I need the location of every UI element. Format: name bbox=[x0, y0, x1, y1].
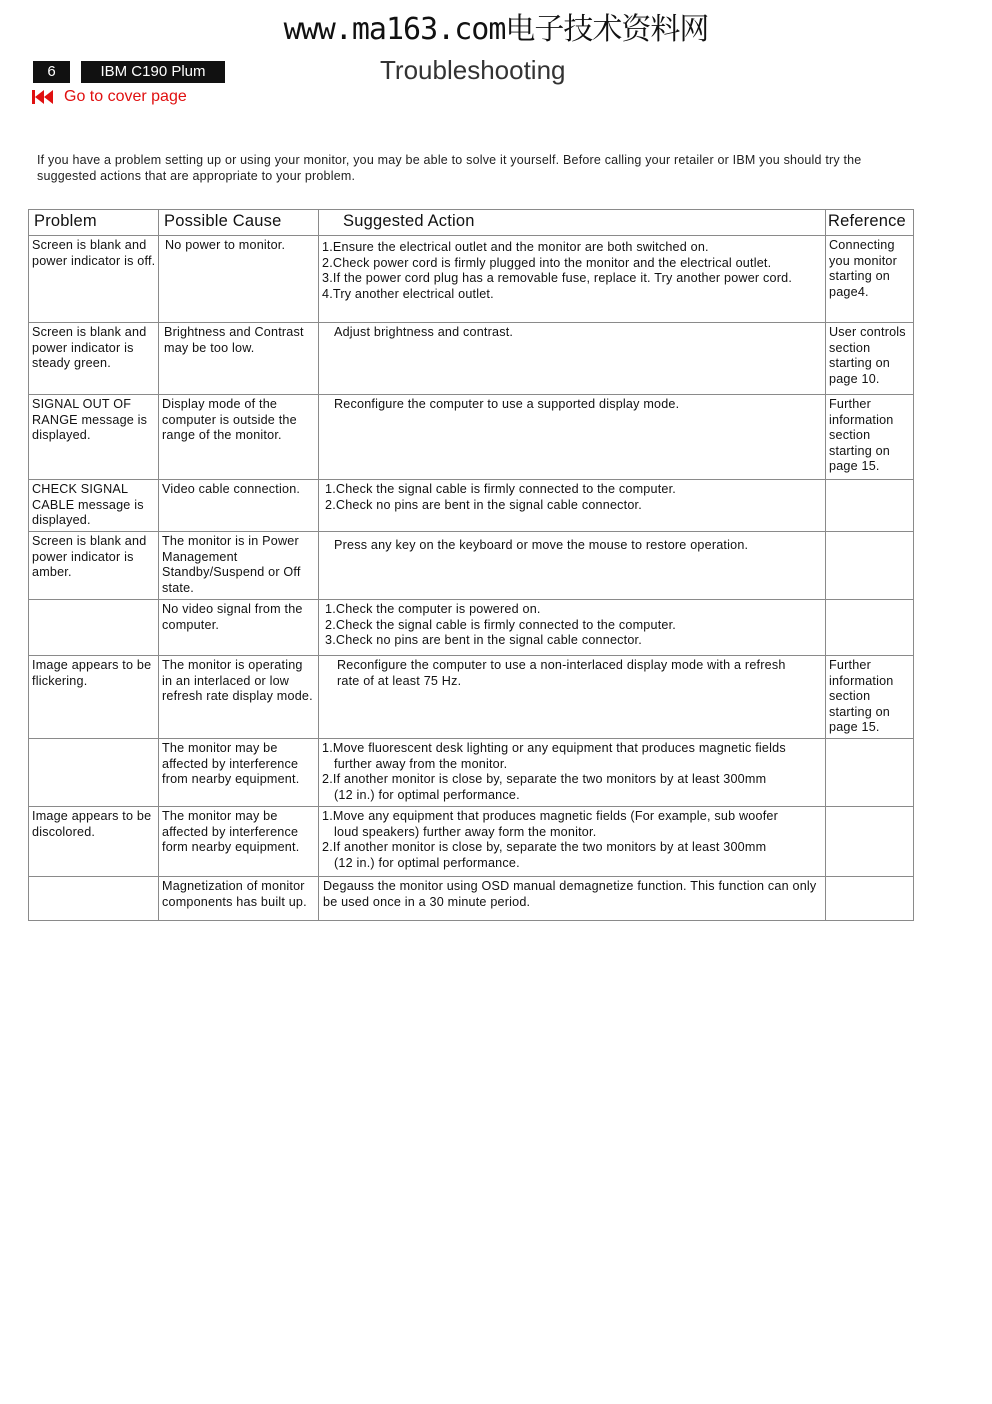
table-row bbox=[29, 656, 914, 739]
action-step: 4.Try another electrical outlet. bbox=[322, 286, 494, 301]
cause-cell: The monitor may be affected by interference from nearby equipment. bbox=[159, 738, 319, 806]
action-cell bbox=[319, 323, 826, 395]
action-cell bbox=[319, 532, 826, 600]
go-to-cover-label: Go to cover page bbox=[64, 88, 187, 105]
cause-cell: Brightness and Contrast may be too low. bbox=[159, 323, 319, 395]
table-row bbox=[29, 395, 914, 480]
col-header-action: Suggested Action bbox=[319, 210, 826, 236]
problem-cell: Screen is blank and power indicator is amber. bbox=[29, 532, 159, 600]
action-cell bbox=[319, 876, 826, 920]
go-to-cover-link[interactable] bbox=[32, 88, 187, 106]
table-row bbox=[29, 532, 914, 600]
action-step: 1.Ensure the electrical outlet and the monitor are both switched on. bbox=[322, 240, 709, 254]
page-title: Troubleshooting bbox=[380, 55, 566, 85]
action-step: Degauss the monitor using OSD manual demagnetize function. This function can only be used once in a 30 minute period. bbox=[323, 878, 817, 909]
reference-cell bbox=[826, 532, 914, 600]
reference-cell: Further information section starting on page 15. bbox=[826, 656, 914, 739]
action-cell bbox=[319, 738, 826, 806]
action-cell bbox=[319, 395, 826, 480]
cause-cell: The monitor is in Power Management Standby/Suspend or Off state. bbox=[159, 532, 319, 600]
cause-cell: No power to monitor. bbox=[159, 236, 319, 323]
table-row bbox=[29, 480, 914, 532]
cause-cell: Video cable connection. bbox=[159, 480, 319, 532]
reference-cell bbox=[826, 480, 914, 532]
table-row bbox=[29, 876, 914, 920]
page-number: 6 bbox=[33, 61, 70, 83]
problem-cell bbox=[29, 738, 159, 806]
table-row bbox=[29, 738, 914, 806]
action-step: 2.Check no pins are bent in the signal cable connector. bbox=[325, 497, 642, 512]
troubleshooting-table bbox=[28, 209, 914, 921]
action-step: 2.Check power cord is firmly plugged into the monitor and the electrical outlet. bbox=[322, 255, 772, 270]
col-header-problem: Problem bbox=[29, 210, 159, 236]
site-watermark: www.ma163.com电子技术资料网 bbox=[283, 12, 709, 47]
rewind-icon bbox=[32, 89, 54, 105]
intro-paragraph: If you have a problem setting up or using your monitor, you may be able to solve it yourself. Before calling your retailer or IBM you should try the suggested actions that are appropriate to your problem. bbox=[37, 153, 862, 183]
action-step: Reconfigure the computer to use a supported display mode. bbox=[334, 397, 680, 411]
action-step: Reconfigure the computer to use a non-interlaced display mode with a refresh rate of at least 75 Hz. bbox=[337, 658, 786, 688]
action-cell bbox=[319, 480, 826, 532]
model-label: IBM C190 Plum bbox=[81, 61, 225, 83]
reference-cell: Further information section starting on page 15. bbox=[826, 395, 914, 480]
problem-cell: SIGNAL OUT OF RANGE message is displayed. bbox=[29, 395, 159, 480]
table-row bbox=[29, 323, 914, 395]
action-cell bbox=[319, 600, 826, 656]
reference-cell bbox=[826, 806, 914, 876]
cause-cell: No video signal from the computer. bbox=[159, 600, 319, 656]
action-cell bbox=[319, 656, 826, 739]
problem-cell: Image appears to be flickering. bbox=[29, 656, 159, 739]
table-row bbox=[29, 236, 914, 323]
col-header-reference: Reference bbox=[826, 210, 914, 236]
action-step: Press any key on the keyboard or move the mouse to restore operation. bbox=[334, 538, 749, 552]
action-step: 2.If another monitor is close by, separate the two monitors by at least 300mm (12 in.) for optimal performance. bbox=[322, 772, 767, 802]
action-step: 1.Move fluorescent desk lighting or any equipment that produces magnetic fields further away from the monitor. bbox=[322, 740, 786, 771]
reference-cell: Connecting you monitor starting on page4. bbox=[826, 236, 914, 323]
action-step: 3.If the power cord plug has a removable fuse, replace it. Try another power cord. bbox=[322, 271, 793, 286]
problem-cell: Screen is blank and power indicator is off. bbox=[29, 236, 159, 323]
table-row bbox=[29, 806, 914, 876]
cause-cell: The monitor may be affected by interference form nearby equipment. bbox=[159, 806, 319, 876]
action-step: 3.Check no pins are bent in the signal cable connector. bbox=[325, 633, 642, 648]
problem-cell bbox=[29, 600, 159, 656]
reference-cell bbox=[826, 876, 914, 920]
problem-cell: CHECK SIGNAL CABLE message is displayed. bbox=[29, 480, 159, 532]
action-step: Adjust brightness and contrast. bbox=[334, 325, 514, 339]
action-step: 1.Check the signal cable is firmly connected to the computer. bbox=[325, 482, 677, 496]
col-header-cause: Possible Cause bbox=[159, 210, 319, 236]
table-header-row bbox=[29, 210, 914, 236]
problem-cell: Image appears to be discolored. bbox=[29, 806, 159, 876]
action-step: 1.Check the computer is powered on. bbox=[325, 602, 541, 616]
reference-cell bbox=[826, 600, 914, 656]
reference-cell bbox=[826, 738, 914, 806]
action-cell bbox=[319, 236, 826, 323]
action-step: 1.Move any equipment that produces magnetic fields (For example, sub woofer loud speakers) further away form the monitor. bbox=[322, 808, 779, 839]
action-step: 2.Check the signal cable is firmly connected to the computer. bbox=[325, 617, 677, 632]
cause-cell: The monitor is operating in an interlaced or low refresh rate display mode. bbox=[159, 656, 319, 739]
action-cell bbox=[319, 806, 826, 876]
cause-cell: Display mode of the computer is outside the range of the monitor. bbox=[159, 395, 319, 480]
table-row bbox=[29, 600, 914, 656]
cause-cell: Magnetization of monitor components has built up. bbox=[159, 876, 319, 920]
problem-cell: Screen is blank and power indicator is steady green. bbox=[29, 323, 159, 395]
problem-cell bbox=[29, 876, 159, 920]
reference-cell: User controls section starting on page 10. bbox=[826, 323, 914, 395]
action-step: 2.If another monitor is close by, separate the two monitors by at least 300mm (12 in.) for optimal performance. bbox=[322, 840, 767, 870]
